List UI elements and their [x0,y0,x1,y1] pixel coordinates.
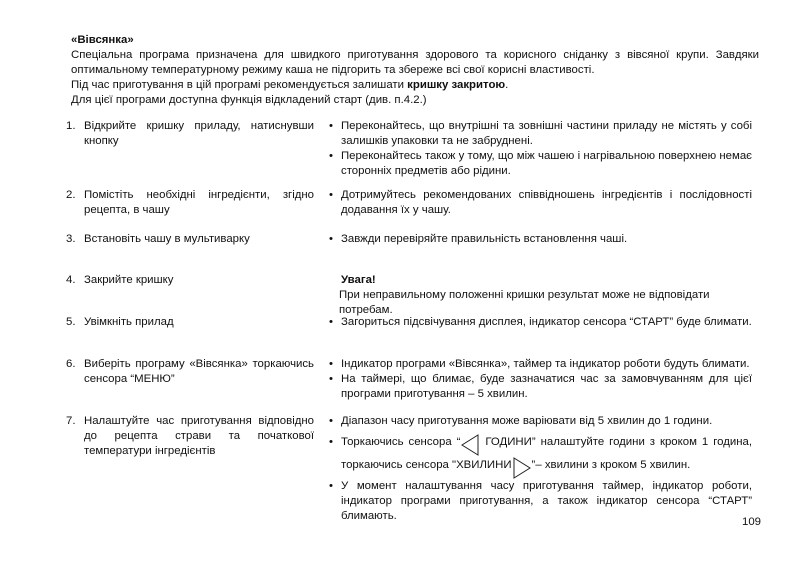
step-action: Встановіть чашу в мультиварку [84,233,250,245]
lid-recommendation: Під час приготування в цій програмі рекомендується залишати кришку закритою. [71,79,509,91]
step-notes [329,315,752,330]
step-action: Налаштуйте час приготування відповідно до рецепта страви та початкової температури інгредієнтів [84,415,314,457]
step-number: 7. [66,415,76,427]
step-number: 4. [66,274,76,286]
step-action: Увімкніть прилад [84,316,174,328]
program-title: «Вівсянка» [71,34,134,46]
step-number: 5. [66,316,76,328]
note-item: • Завжди перевіряйте правильність встановлення чаші. [329,232,752,247]
note-item: • Переконайтесь, що внутрішні та зовнішні частини приладу не містять у собі залишків упаковки та не забруднені. [329,119,752,149]
intro-section [71,33,759,108]
note-item: • Індикатор програми «Вівсянка», таймер та індикатор роботи будуть блимати. [329,357,752,372]
step-notes [329,357,752,402]
warning-block [329,273,752,318]
step-action: Закрийте кришку [84,274,174,286]
note-item: • Торкаючись сенсора “ ГОДИНИ” налаштуйте години з кроком 1 година, торкаючись сенсора "ХВИЛИНИ ”– хвилини з кроком 5 хвилин. [329,433,752,479]
note-item: • У момент налаштування часу приготування таймер, індикатор роботи, індикатор програми приготування, а також індикатор сенсора “СТАРТ” блимають. [329,479,752,524]
step-number: 2. [66,189,76,201]
note-item: • Діапазон часу приготування може варіювати від 5 хвилин до 1 години. [329,414,752,429]
step-number: 6. [66,358,76,370]
step-notes [329,188,752,218]
step-notes [329,119,752,179]
note-item: • Дотримуйтесь рекомендованих співвідношень інгредієнтів і послідовності додавання їх у чашу. [329,188,752,218]
step-notes [329,232,752,247]
step-notes [329,414,752,524]
delayed-start-note: Для цієї програми доступна функція відкладений старт (див. п.4.2.) [71,94,427,106]
step-action: Помістіть необхідні інгредієнти, згідно рецепта, в чашу [84,189,314,216]
step-number: 3. [66,233,76,245]
warning-text: При неправильному положенні кришки результат може не відповідати потребам. [339,289,710,316]
triangle-left-icon [460,434,480,456]
warning-title: Увага! [341,274,376,286]
triangle-right-icon [512,457,532,479]
page-number: 109 [742,516,762,528]
step-action: Виберіть програму «Вівсянка» торкаючись сенсора “МЕНЮ” [84,358,314,385]
note-item: • Переконайтесь також у тому, що між чашею і нагрівальною поверхнею немає сторонніх предметів або рідини. [329,149,752,179]
step-number: 1. [66,120,76,132]
note-item: • На таймері, що блимає, буде зазначатися час за замовчуванням для цієї програми приготування – 5 хвилин. [329,372,752,402]
step-action: Відкрийте кришку приладу, натиснувши кнопку [84,120,314,147]
note-item: • Загориться підсвічування дисплея, індикатор сенсора “СТАРТ” буде блимати. [329,315,752,330]
program-description: Спеціальна програма призначена для швидкого приготування здорового та корисного сніданку з вівсяної крупи. Завдяки оптимальному температурному режиму каша не підгорить та збереже всі свої корисні властивості. [71,49,759,76]
